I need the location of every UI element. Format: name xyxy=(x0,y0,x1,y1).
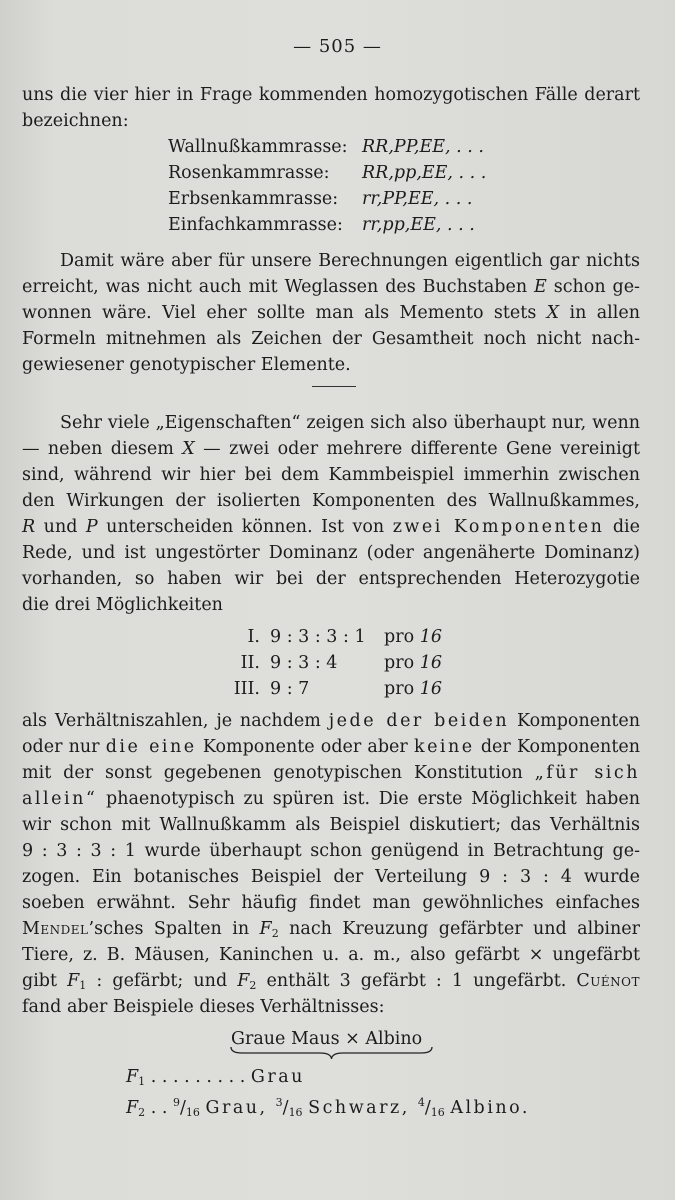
race-name: Einfachkammrasse: xyxy=(168,215,343,235)
page-number: — 505 — xyxy=(293,36,382,57)
ratio-pro: pro 16 xyxy=(384,653,442,673)
race-name: Wallnußkammrasse: xyxy=(168,137,348,157)
ratio-pro: pro 16 xyxy=(384,627,442,647)
text-line: als Verhältniszahlen, je nachdem jede der beiden Komponenten xyxy=(22,711,640,731)
race-name: Rosenkammrasse: xyxy=(168,163,330,183)
ratio-value: 9 : 7 xyxy=(270,679,310,699)
text-line: wonnen wäre. Viel eher sollte man als Memento stets X in allen xyxy=(22,303,640,323)
race-formula: rr,PP,EE, . . . xyxy=(362,189,473,209)
underbrace xyxy=(230,1046,433,1060)
text-line: gewiesener genotypischer Elemente. xyxy=(22,355,351,375)
ratio-value: 9 : 3 : 3 : 1 xyxy=(270,627,366,647)
text-line: bezeichnen: xyxy=(22,111,129,131)
text-line: Mendel’sches Spalten in $F_2$ nach Kreuzung gefärbter und albiner xyxy=(22,919,640,940)
text-line: soeben erwähnt. Sehr häufig findet man gewöhnliches einfaches xyxy=(22,893,640,913)
text-line: 9 : 3 : 3 : 1 wurde überhaupt schon genügend in Betrachtung ge- xyxy=(22,841,640,861)
text-line: allein“ phaenotypisch zu spüren ist. Die erste Möglichkeit haben xyxy=(22,789,640,809)
text-line: Tiere, z. B. Mäusen, Kaninchen u. a. m., also gefärbt × ungefärbt xyxy=(22,945,640,965)
text-line: Damit wäre aber für unsere Berechnungen eigentlich gar nichts xyxy=(60,251,640,271)
text-line: R und P unterscheiden können. Ist von zwei Komponenten die xyxy=(22,517,640,537)
text-line: fand aber Beispiele dieses Verhältnisses: xyxy=(22,997,385,1017)
text-line: mit der sonst gegebenen genotypischen Konstitution „für sich xyxy=(22,763,640,783)
section-divider xyxy=(312,386,356,387)
f1-row: $F_1$ . . . . . . . . . Grau xyxy=(126,1067,305,1088)
ratio-number: III. xyxy=(233,679,260,699)
text-line: Sehr viele „Eigenschaften“ zeigen sich also überhaupt nur, wenn xyxy=(60,413,640,433)
text-line: Rede, und ist ungestörter Dominanz (oder angenäherte Dominanz) xyxy=(22,543,640,563)
text-line: uns die vier hier in Frage kommenden homozygotischen Fälle derart xyxy=(22,85,640,105)
ratio-number: II. xyxy=(240,653,260,673)
text-line: gibt $F_1$ : gefärbt; und $F_2$ enthält 3 gefärbt : 1 ungefärbt. Cuénot xyxy=(22,971,640,992)
race-formula: RR,PP,EE, . . . xyxy=(362,137,484,157)
text-line: — neben diesem X — zwei oder mehrere differente Gene vereinigt xyxy=(22,439,640,459)
race-name: Erbsenkammrasse: xyxy=(168,189,339,209)
cross-header: Graue Maus × Albino xyxy=(231,1029,423,1049)
text-line: sind, während wir hier bei dem Kammbeispiel immerhin zwischen xyxy=(22,465,640,485)
ratio-pro: pro 16 xyxy=(384,679,442,699)
text-line: vorhanden, so haben wir bei der entsprechenden Heterozygotie xyxy=(22,569,640,589)
text-line: erreicht, was nicht auch mit Weglassen des Buchstaben E schon ge- xyxy=(22,277,640,297)
ratio-number: I. xyxy=(247,627,260,647)
f2-row: $F_2$ . . $^9/_{16}$ Grau, $^3/_{16}$ Schwarz, $^4/_{16}$ Albino. xyxy=(126,1096,530,1119)
ratio-value: 9 : 3 : 4 xyxy=(270,653,338,673)
race-formula: rr,pp,EE, . . . xyxy=(362,215,475,235)
text-line: den Wirkungen der isolierten Komponenten des Wallnußkammes, xyxy=(22,491,640,511)
text-line: oder nur die eine Komponente oder aber keine der Komponenten xyxy=(22,737,640,757)
text-line: Formeln mitnehmen als Zeichen der Gesamtheit noch nicht nach- xyxy=(22,329,640,349)
text-line: zogen. Ein botanisches Beispiel der Verteilung 9 : 3 : 4 wurde xyxy=(22,867,640,887)
text-line: wir schon mit Wallnußkamm als Beispiel diskutiert; das Verhältnis xyxy=(22,815,640,835)
text-line: die drei Möglichkeiten xyxy=(22,595,223,615)
race-formula: RR,pp,EE, . . . xyxy=(362,163,487,183)
